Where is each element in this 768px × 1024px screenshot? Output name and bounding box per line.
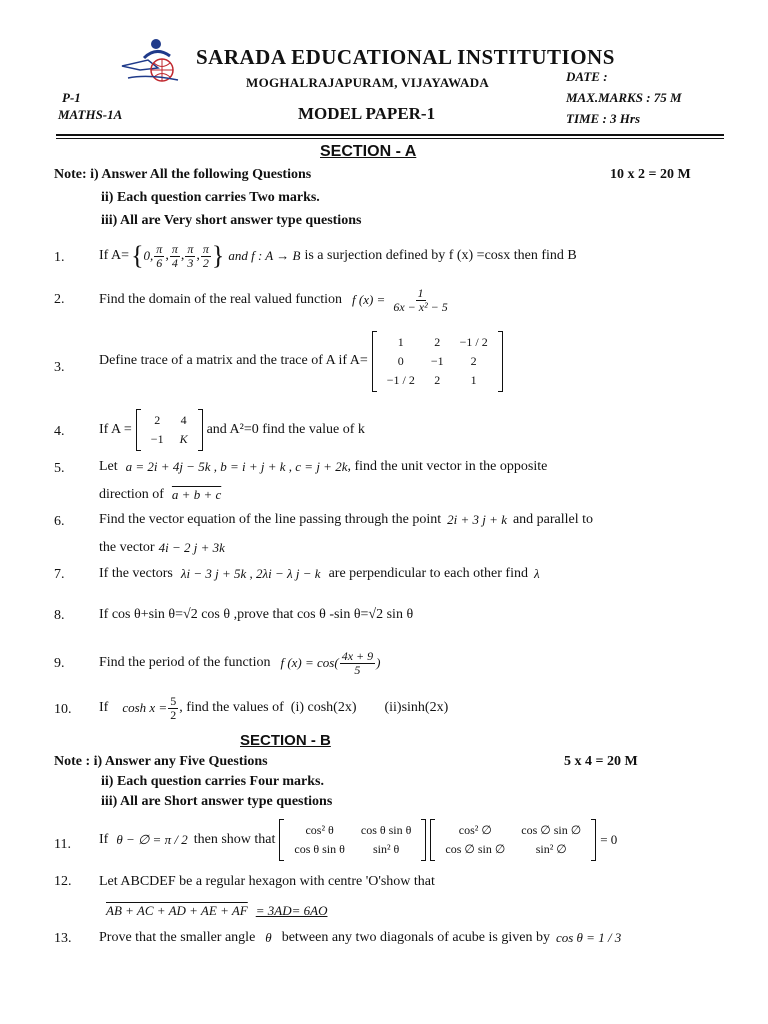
question-13-prefix: Prove that the smaller angle bbox=[99, 930, 256, 945]
question-4-matrix: 2 4 −1 K bbox=[136, 409, 203, 451]
question-6-vector-label: the vector bbox=[99, 540, 155, 555]
question-1-number: 1. bbox=[54, 250, 65, 265]
question-6-text: Find the vector equation of the line passing through the point bbox=[99, 512, 442, 527]
max-marks: MAX.MARKS : 75 M bbox=[566, 90, 682, 105]
question-7-lambda: λ bbox=[533, 566, 540, 581]
question-10-text: , find the values of (i) cosh(2x) (ii)sinh(2x) bbox=[179, 700, 449, 715]
question-4-prefix: If A = bbox=[99, 422, 132, 437]
question-13-theta: θ bbox=[265, 930, 272, 945]
question-4 bbox=[99, 407, 365, 453]
section-a-heading: SECTION - A bbox=[320, 143, 417, 160]
question-10 bbox=[99, 690, 448, 726]
section-b-marks: 5 x 4 = 20 M bbox=[564, 754, 638, 769]
question-2-fraction: $\frac{1}{\text{6x − x² − 5}}$ bbox=[393, 285, 448, 314]
question-1: If A= { 0, $\frac{\pi}{6}$ , $\frac{\pi}{4}$ , $\frac{\pi}{3}$ , $\frac{\pi}{2}$ } and f : A → B is a surjection defined by f (x) =cosx then find B bbox=[99, 241, 577, 270]
section-b-note-1: Note : i) Answer any Five Questions bbox=[54, 754, 268, 769]
logo bbox=[118, 38, 188, 84]
question-5-line-1 bbox=[99, 459, 547, 475]
question-5-line-2 bbox=[99, 487, 221, 503]
time-label: TIME : 3 Hrs bbox=[566, 111, 641, 126]
question-4-text: and A²=0 find the value of k bbox=[206, 422, 365, 437]
question-12-rhs: = 3AD= 6AO bbox=[255, 903, 328, 918]
question-10-number: 10. bbox=[54, 702, 72, 717]
fraction-pi-4: $\frac{\pi}{4}$ bbox=[171, 241, 178, 270]
question-11-number: 11. bbox=[54, 837, 71, 852]
fraction-pi-6: $\frac{\pi}{6}$ bbox=[156, 241, 163, 270]
question-4-number: 4. bbox=[54, 424, 65, 439]
question-6-vector: 4i − 2 j + 3k bbox=[158, 540, 225, 555]
question-12-equation bbox=[106, 903, 327, 919]
question-6-point: 2i + 3 j + k bbox=[447, 512, 507, 527]
question-10-prefix: If bbox=[99, 700, 109, 715]
question-11-condition: θ − ∅ = π / 2 bbox=[116, 832, 188, 847]
header-divider bbox=[56, 134, 724, 139]
question-9 bbox=[99, 645, 380, 681]
question-13-result: cos θ = 1 / 3 bbox=[555, 930, 622, 945]
question-1-set-start: 0, bbox=[143, 248, 154, 263]
question-3-number: 3. bbox=[54, 360, 65, 375]
question-5-number: 5. bbox=[54, 461, 65, 476]
question-9-close: ) bbox=[376, 655, 381, 670]
section-b-heading: SECTION - B bbox=[240, 732, 331, 749]
paper-title: MODEL PAPER-1 bbox=[298, 104, 436, 123]
question-11-prefix: If bbox=[99, 832, 109, 847]
question-6-line-1 bbox=[99, 512, 593, 528]
question-11-text: then show that bbox=[193, 832, 276, 847]
question-9-number: 9. bbox=[54, 656, 65, 671]
question-9-fx: f (x) = cos( bbox=[280, 655, 339, 670]
question-5-text: , find the unit vector in the opposite bbox=[347, 459, 548, 474]
section-a-note-2: ii) Each question carries Two marks. bbox=[101, 190, 320, 205]
question-12-number: 12. bbox=[54, 874, 72, 889]
question-5-prefix: Let bbox=[99, 459, 118, 474]
question-6-number: 6. bbox=[54, 514, 65, 529]
question-11-equals: = 0 bbox=[600, 832, 618, 847]
section-a-note-1: Note: i) Answer All the following Questions bbox=[54, 167, 312, 182]
question-10-fraction: $\frac{5}{2}$ bbox=[170, 693, 177, 722]
question-13-text: between any two diagonals of acube is given by bbox=[281, 930, 550, 945]
question-7-vectors: λi − 3 j + 5k , 2λi − λ j − k bbox=[180, 566, 321, 581]
question-11 bbox=[99, 816, 617, 864]
question-9-text: Find the period of the function bbox=[99, 655, 271, 670]
question-6-parallel: and parallel to bbox=[512, 512, 594, 527]
institution-name: SARADA EDUCATIONAL INSTITUTIONS bbox=[196, 45, 615, 69]
question-13 bbox=[99, 930, 621, 946]
date-label: DATE : bbox=[566, 69, 608, 84]
question-9-fraction: $\frac{4x + 9}{5}$ bbox=[341, 648, 374, 677]
question-7-number: 7. bbox=[54, 567, 65, 582]
subject-code: MATHS-1A bbox=[58, 107, 123, 122]
question-5-direction: direction of bbox=[99, 487, 164, 502]
question-7 bbox=[99, 566, 540, 582]
section-a-note-3: iii) All are Very short answer type questions bbox=[101, 213, 362, 228]
question-10-cosh: cosh x = bbox=[122, 700, 168, 715]
question-6-line-2 bbox=[99, 540, 225, 556]
question-2-number: 2. bbox=[54, 292, 65, 307]
question-5-vectors: a = 2i + 4j − 5k , b = i + j + k , c = j + 2k bbox=[125, 459, 348, 474]
institution-location: MOGHALRAJAPURAM, VIJAYAWADA bbox=[246, 75, 490, 90]
question-1-text: is a surjection defined by f (x) =cosx then find B bbox=[304, 248, 577, 263]
question-12-text: Let ABCDEF be a regular hexagon with centre 'O'show that bbox=[99, 874, 435, 889]
section-b-note-3: iii) All are Short answer type questions bbox=[101, 794, 333, 809]
question-7-prefix: If the vectors bbox=[99, 566, 173, 581]
question-2-fx: f (x) = bbox=[352, 292, 386, 307]
logo-icon bbox=[118, 38, 188, 84]
question-3-text: Define trace of a matrix and the trace of A if A= bbox=[99, 353, 368, 368]
question-8-number: 8. bbox=[54, 608, 65, 623]
question-2 bbox=[99, 282, 451, 318]
section-b-note-2: ii) Each question carries Four marks. bbox=[101, 774, 324, 789]
section-a-marks: 10 x 2 = 20 M bbox=[610, 167, 691, 182]
question-12-sum: AB + AC + AD + AE + AF bbox=[106, 903, 248, 918]
question-11-matrix-1: cos² θ cos θ sin θ cos θ sin θ sin² θ bbox=[279, 819, 426, 861]
question-2-text: Find the domain of the real valued function bbox=[99, 292, 342, 307]
question-5-sum: a + b + c bbox=[171, 487, 222, 502]
question-7-text: are perpendicular to each other find bbox=[328, 566, 528, 581]
question-1-set: { bbox=[131, 241, 144, 270]
fraction-pi-3: $\frac{\pi}{3}$ bbox=[187, 241, 194, 270]
question-3 bbox=[99, 328, 507, 394]
question-8-text: If cos θ+sin θ=√2 cos θ ,prove that cos θ -sin θ=√2 sin θ bbox=[99, 607, 414, 622]
question-1-prefix: If A= bbox=[99, 248, 130, 263]
question-13-number: 13. bbox=[54, 931, 72, 946]
question-11-matrix-2: cos² ∅ cos ∅ sin ∅ cos ∅ sin ∅ sin² ∅ bbox=[430, 819, 596, 861]
question-3-matrix: 1 2 −1 / 2 0 −1 2 −1 / 2 2 1 bbox=[372, 331, 503, 392]
question-1-mapping: and f : A → B bbox=[228, 248, 301, 263]
fraction-pi-2: $\frac{\pi}{2}$ bbox=[202, 241, 209, 270]
paper-code: P-1 bbox=[62, 90, 81, 105]
